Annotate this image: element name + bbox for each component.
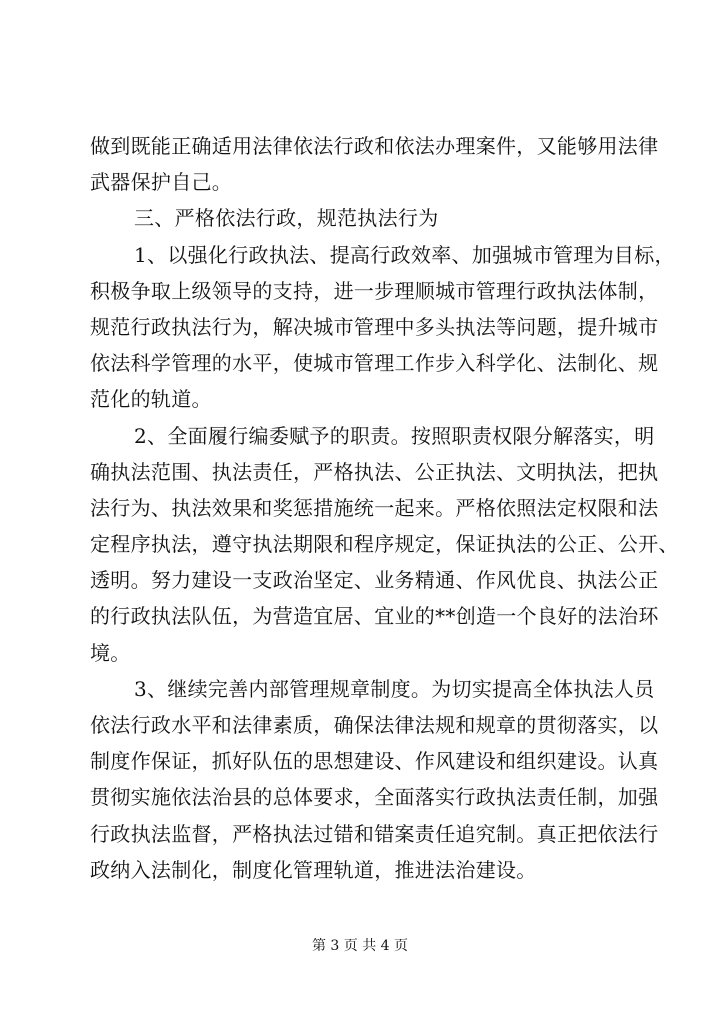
text-line: 的行政执法队伍，为营造宜居、宜业的**创造一个良好的法治环: [90, 604, 659, 629]
text-line: 透明。努力建设一支政治坚定、业务精通、作风优良、执法公正: [90, 568, 659, 593]
text-line: 行政执法监督，严格执法过错和错案责任追究制。真正把依法行: [90, 821, 659, 846]
text-line: 规范行政执法行为，解决城市管理中多头执法等问题，提升城市: [90, 314, 659, 339]
text-line: 贯彻实施依法治县的总体要求，全面落实行政执法责任制，加强: [90, 785, 659, 810]
text-line: 2、全面履行编委赋予的职责。按照职责权限分解落实，明: [134, 423, 655, 448]
text-line: 依法科学管理的水平，使城市管理工作步入科学化、法制化、规: [90, 351, 659, 376]
text-line: 3、继续完善内部管理规章制度。为切实提高全体执法人员: [134, 676, 655, 701]
text-line: 制度作保证，抓好队伍的思想建设、作风建设和组织建设。认真: [90, 749, 659, 774]
body-text: [90, 128, 679, 888]
text-line: 定程序执法，遵守执法期限和程序规定，保证执法的公正、公开、: [90, 532, 679, 557]
text-line: 武器保护自己。: [90, 170, 233, 195]
text-line: 积极争取上级领导的支持，进一步理顺城市管理行政执法体制，: [90, 278, 659, 303]
text-line: 政纳入法制化，制度化管理轨道，推进法治建设。: [90, 857, 537, 882]
text-line: 三、严格依法行政，规范执法行为: [134, 206, 439, 231]
text-line: 境。: [90, 640, 131, 665]
text-line: 做到既能正确适用法律依法行政和依法办理案件，又能够用法律: [90, 134, 659, 158]
page-footer: 第 3 页 共 4 页: [311, 938, 409, 954]
text-line: 法行为、执法效果和奖惩措施统一起来。严格依照法定权限和法: [90, 495, 659, 520]
text-line: 依法行政水平和法律素质，确保法律法规和规章的贯彻落实，以: [90, 713, 659, 737]
text-line: 1、以强化行政执法、提高行政效率、加强城市管理为目标，: [134, 242, 675, 267]
text-line: 范化的轨道。: [90, 387, 212, 412]
text-line: 确执法范围、执法责任，严格执法、公正执法、文明执法，把执: [90, 459, 659, 484]
